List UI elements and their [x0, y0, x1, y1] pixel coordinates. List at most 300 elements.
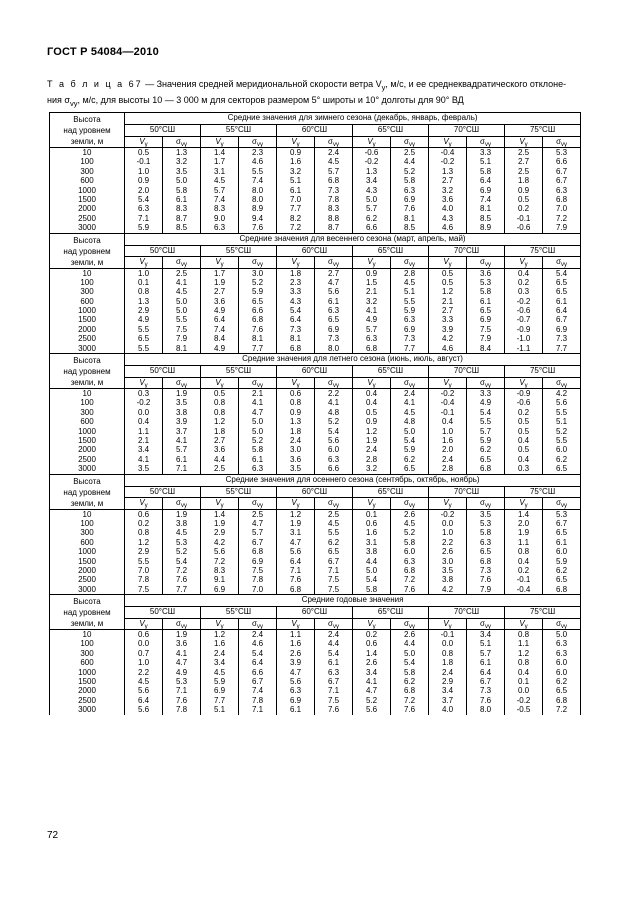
symbol-letter: σ [328, 377, 333, 387]
value-cell: 2.9 [201, 528, 239, 537]
height-cell: 10 [50, 389, 125, 399]
value-cell: 5.6 [315, 287, 353, 296]
symbol-subscript: vy [408, 382, 415, 389]
value-cell: 6.5 [543, 287, 581, 296]
latitude-header: 50°СШ [125, 366, 201, 377]
symbol-subscript: y [372, 382, 376, 389]
section-title-row [50, 474, 581, 486]
symbol-letter: σ [480, 377, 485, 387]
value-cell: 6.2 [391, 677, 429, 686]
symbol-header-row [50, 377, 581, 388]
value-cell: 0.0 [125, 639, 163, 648]
value-cell: 7.2 [543, 214, 581, 223]
symbol-subscript: vy [256, 262, 263, 269]
value-cell: 3.5 [429, 566, 467, 575]
value-cell: 8.5 [163, 223, 201, 233]
value-cell: 5.7 [353, 325, 391, 334]
value-cell: 0.6 [353, 519, 391, 528]
value-cell: 8.3 [201, 204, 239, 213]
value-cell: 5.6 [543, 398, 581, 407]
value-cell: 7.2 [391, 696, 429, 705]
height-cell: 100 [50, 278, 125, 287]
value-cell: 6.0 [543, 547, 581, 556]
value-cell: 0.4 [505, 557, 543, 566]
value-cell: 1.8 [429, 658, 467, 667]
value-cell: 4.1 [125, 455, 163, 464]
value-cell: 7.7 [391, 344, 429, 354]
value-cell: 6.2 [467, 445, 505, 454]
symbol-subscript: vy [408, 141, 415, 148]
value-cell: 6.5 [543, 278, 581, 287]
std-dev-symbol [467, 377, 505, 388]
symbol-letter: σ [556, 257, 562, 267]
value-cell: 2.2 [125, 668, 163, 677]
table-row [50, 204, 581, 213]
value-cell: 6.9 [467, 186, 505, 195]
value-cell: 7.8 [125, 575, 163, 584]
value-cell: 5.9 [391, 445, 429, 454]
height-cell: 3000 [50, 705, 125, 714]
symbol-subscript: y [144, 141, 148, 148]
value-cell: 7.3 [315, 334, 353, 343]
mean-speed-symbol [429, 136, 467, 147]
value-cell: 7.5 [315, 575, 353, 584]
value-cell: 0.3 [505, 287, 543, 296]
value-cell: 6.6 [353, 223, 391, 233]
symbol-letter: V [215, 618, 221, 628]
value-cell: 3.1 [353, 538, 391, 547]
symbol-subscript: vy [484, 141, 491, 148]
std-dev-symbol [315, 377, 353, 388]
value-cell: 2.2 [429, 538, 467, 547]
value-cell: 7.1 [315, 686, 353, 695]
value-cell: 4.4 [391, 639, 429, 648]
value-cell: 6.2 [353, 214, 391, 223]
value-cell: 5.2 [163, 547, 201, 556]
value-cell: 0.6 [353, 639, 391, 648]
table-row [50, 445, 581, 454]
value-cell: 5.8 [239, 445, 277, 454]
value-cell: 1.2 [201, 630, 239, 640]
value-cell: 0.2 [505, 278, 543, 287]
value-cell: 0.3 [125, 389, 163, 399]
value-cell: 5.3 [467, 519, 505, 528]
value-cell: 7.5 [315, 696, 353, 705]
value-cell: 1.9 [201, 278, 239, 287]
symbol-letter: V [139, 257, 145, 267]
value-cell: 2.7 [201, 287, 239, 296]
value-cell: 5.0 [543, 630, 581, 640]
value-cell: 5.7 [163, 445, 201, 454]
height-cell: 600 [50, 658, 125, 667]
value-cell: 3.5 [467, 509, 505, 519]
symbol-letter: σ [176, 257, 181, 267]
value-cell: 2.4 [277, 436, 315, 445]
std-dev-symbol [163, 618, 201, 629]
value-cell: 5.1 [277, 176, 315, 185]
latitude-header-row [50, 607, 581, 618]
height-cell: 100 [50, 398, 125, 407]
value-cell: 3.4 [429, 686, 467, 695]
height-cell: 1000 [50, 427, 125, 436]
value-cell: 0.0 [125, 408, 163, 417]
height-cell: 2000 [50, 325, 125, 334]
table-row [50, 455, 581, 464]
mean-speed-symbol [125, 618, 163, 629]
value-cell: 5.4 [391, 658, 429, 667]
value-cell: 7.3 [315, 186, 353, 195]
value-cell: 7.0 [239, 585, 277, 595]
symbol-subscript: vy [332, 623, 339, 630]
symbol-letter: σ [404, 377, 409, 387]
value-cell: 6.8 [277, 344, 315, 354]
height-column-header: Высота над уровнем земли, м [50, 595, 125, 630]
symbol-subscript: vy [256, 503, 263, 510]
value-cell: 6.5 [239, 297, 277, 306]
symbol-letter: σ [480, 136, 485, 146]
mean-speed-symbol [125, 136, 163, 147]
latitude-header: 60°СШ [277, 245, 353, 256]
section-title: Средние годовые значения [125, 595, 581, 607]
std-dev-symbol [391, 618, 429, 629]
std-dev-symbol [315, 618, 353, 629]
value-cell: 7.9 [467, 334, 505, 343]
table-row [50, 668, 581, 677]
value-cell: 6.3 [467, 538, 505, 547]
document-header: ГОСТ Р 54084—2010 [47, 46, 159, 58]
value-cell: 5.8 [163, 186, 201, 195]
table-row [50, 705, 581, 714]
value-cell: 1.4 [353, 649, 391, 658]
symbol-letter: V [291, 257, 297, 267]
value-cell: -1.0 [505, 334, 543, 343]
value-cell: 0.4 [505, 436, 543, 445]
value-cell: 7.6 [163, 575, 201, 584]
value-cell: 7.8 [315, 195, 353, 204]
std-dev-symbol [315, 136, 353, 147]
value-cell: 2.2 [315, 389, 353, 399]
value-cell: 0.2 [505, 204, 543, 213]
value-cell: 8.3 [201, 566, 239, 575]
height-cell: 3000 [50, 464, 125, 474]
table-row [50, 677, 581, 686]
value-cell: 6.4 [543, 306, 581, 315]
value-cell: 1.3 [277, 417, 315, 426]
symbol-subscript: y [296, 262, 300, 269]
value-cell: 5.0 [163, 306, 201, 315]
value-cell: 1.2 [353, 427, 391, 436]
height-cell: 3000 [50, 223, 125, 233]
symbol-header-row [50, 257, 581, 268]
symbol-subscript: y [296, 503, 300, 510]
symbol-header-row [50, 498, 581, 509]
value-cell: 4.2 [543, 389, 581, 399]
value-cell: 6.2 [315, 538, 353, 547]
symbol-subscript: y [144, 262, 148, 269]
symbol-subscript: vy [561, 262, 568, 269]
value-cell: 6.0 [391, 547, 429, 556]
symbol-letter: V [443, 618, 449, 628]
value-cell: 6.3 [543, 639, 581, 648]
value-cell: 4.9 [353, 315, 391, 324]
symbol-subscript: vy [561, 623, 568, 630]
value-cell: 4.6 [429, 223, 467, 233]
value-cell: 0.4 [429, 417, 467, 426]
value-cell: 0.0 [429, 639, 467, 648]
value-cell: 3.6 [201, 297, 239, 306]
value-cell: 6.3 [239, 464, 277, 474]
value-cell: 4.3 [277, 297, 315, 306]
value-cell: 7.9 [163, 334, 201, 343]
value-cell: 2.0 [429, 445, 467, 454]
value-cell: 3.8 [163, 408, 201, 417]
symbol-letter: V [215, 377, 221, 387]
value-cell: -0.1 [125, 157, 163, 166]
value-cell: 8.1 [277, 334, 315, 343]
value-cell: 7.5 [125, 585, 163, 595]
value-cell: 6.8 [467, 557, 505, 566]
value-cell: 6.9 [201, 585, 239, 595]
value-cell: 8.7 [315, 223, 353, 233]
value-cell: 5.5 [467, 417, 505, 426]
value-cell: 2.9 [429, 677, 467, 686]
value-cell: 8.2 [277, 214, 315, 223]
height-column-header: Высота над уровнем земли, м [50, 354, 125, 389]
value-cell: 4.9 [201, 344, 239, 354]
value-cell: 7.3 [391, 334, 429, 343]
value-cell: 5.0 [239, 427, 277, 436]
value-cell: 1.9 [163, 630, 201, 640]
mean-speed-symbol [201, 257, 239, 268]
section-title-row [50, 354, 581, 366]
caption-subscript: y [381, 82, 386, 92]
height-cell: 600 [50, 417, 125, 426]
value-cell: 0.8 [505, 658, 543, 667]
value-cell: -0.4 [505, 585, 543, 595]
value-cell: 7.2 [277, 223, 315, 233]
value-cell: 1.4 [201, 148, 239, 158]
value-cell: 1.6 [201, 639, 239, 648]
value-cell: 6.5 [543, 464, 581, 474]
symbol-letter: V [291, 136, 297, 146]
value-cell: 2.4 [353, 445, 391, 454]
caption-text-part: , м/с, и ее среднеквадратического отклоне- [385, 79, 567, 89]
symbol-letter: V [443, 136, 449, 146]
value-cell: 6.7 [467, 677, 505, 686]
value-cell: 3.6 [163, 639, 201, 648]
table-row [50, 630, 581, 640]
latitude-header: 60°СШ [277, 366, 353, 377]
value-cell: 5.7 [201, 186, 239, 195]
value-cell: 3.3 [467, 389, 505, 399]
symbol-subscript: vy [256, 141, 263, 148]
value-cell: 2.4 [239, 630, 277, 640]
value-cell: -0.9 [505, 389, 543, 399]
value-cell: 1.1 [505, 538, 543, 547]
symbol-subscript: y [296, 141, 300, 148]
value-cell: 6.1 [543, 297, 581, 306]
value-cell: 0.6 [125, 630, 163, 640]
value-cell: 7.4 [239, 686, 277, 695]
value-cell: -0.7 [505, 315, 543, 324]
value-cell: 6.9 [277, 696, 315, 705]
value-cell: 5.2 [239, 278, 277, 287]
value-cell: 6.6 [543, 157, 581, 166]
latitude-header: 65°СШ [353, 607, 429, 618]
value-cell: 3.8 [429, 575, 467, 584]
value-cell: 7.8 [239, 575, 277, 584]
symbol-letter: V [519, 498, 525, 508]
value-cell: 2.4 [429, 455, 467, 464]
std-dev-symbol [315, 498, 353, 509]
value-cell: 4.1 [353, 677, 391, 686]
value-cell: 5.7 [239, 528, 277, 537]
value-cell: 3.2 [353, 464, 391, 474]
value-cell: 2.7 [505, 157, 543, 166]
symbol-subscript: y [448, 141, 452, 148]
value-cell: 4.8 [391, 417, 429, 426]
latitude-header: 55°СШ [201, 245, 277, 256]
value-cell: 6.3 [391, 315, 429, 324]
mean-speed-symbol [429, 257, 467, 268]
value-cell: 2.7 [429, 306, 467, 315]
value-cell: 2.6 [391, 630, 429, 640]
symbol-subscript: vy [332, 382, 339, 389]
symbol-letter: σ [404, 618, 409, 628]
value-cell: 3.8 [163, 519, 201, 528]
symbol-letter: V [215, 136, 221, 146]
value-cell: 4.4 [315, 639, 353, 648]
mean-speed-symbol [125, 257, 163, 268]
value-cell: 3.0 [277, 445, 315, 454]
latitude-header: 70°СШ [429, 366, 505, 377]
symbol-letter: σ [328, 498, 333, 508]
symbol-subscript: vy [484, 503, 491, 510]
value-cell: 7.5 [315, 585, 353, 595]
value-cell: 1.3 [125, 297, 163, 306]
symbol-subscript: vy [180, 262, 187, 269]
value-cell: 6.5 [543, 528, 581, 537]
value-cell: 6.6 [239, 668, 277, 677]
height-cell: 2000 [50, 445, 125, 454]
value-cell: 0.1 [505, 677, 543, 686]
value-cell: 7.8 [163, 705, 201, 714]
mean-speed-symbol [505, 377, 543, 388]
value-cell: 4.0 [429, 204, 467, 213]
value-cell: 2.0 [505, 519, 543, 528]
symbol-subscript: vy [561, 503, 568, 510]
value-cell: 6.2 [543, 677, 581, 686]
table-row [50, 195, 581, 204]
value-cell: 2.5 [391, 148, 429, 158]
value-cell: 6.1 [163, 195, 201, 204]
value-cell: 6.3 [125, 204, 163, 213]
value-cell: 7.1 [125, 214, 163, 223]
value-cell: 6.5 [315, 547, 353, 556]
symbol-subscript: y [448, 623, 452, 630]
mean-speed-symbol [125, 498, 163, 509]
latitude-header-row [50, 125, 581, 136]
value-cell: 3.0 [429, 557, 467, 566]
value-cell: 4.4 [353, 557, 391, 566]
value-cell: 7.1 [163, 464, 201, 474]
latitude-header: 65°СШ [353, 125, 429, 136]
value-cell: 6.5 [315, 315, 353, 324]
symbol-letter: σ [556, 498, 562, 508]
value-cell: 7.1 [239, 705, 277, 714]
value-cell: 0.4 [505, 668, 543, 677]
symbol-subscript: vy [332, 262, 339, 269]
symbol-subscript: y [448, 382, 452, 389]
value-cell: 7.5 [239, 566, 277, 575]
value-cell: 6.5 [391, 464, 429, 474]
value-cell: 7.2 [201, 557, 239, 566]
latitude-header: 70°СШ [429, 607, 505, 618]
symbol-letter: σ [328, 136, 333, 146]
value-cell: 6.4 [201, 315, 239, 324]
symbol-subscript: y [220, 141, 224, 148]
value-cell: 6.8 [391, 686, 429, 695]
value-cell: 1.5 [353, 278, 391, 287]
symbol-subscript: vy [561, 141, 568, 148]
value-cell: 6.9 [239, 557, 277, 566]
caption-text-part: ния σ [47, 94, 70, 105]
value-cell: 7.8 [239, 696, 277, 705]
height-cell: 10 [50, 509, 125, 519]
value-cell: 4.7 [239, 408, 277, 417]
std-dev-symbol [239, 498, 277, 509]
symbol-letter: V [443, 257, 449, 267]
value-cell: 6.2 [543, 566, 581, 575]
value-cell: 0.2 [505, 408, 543, 417]
value-cell: 3.4 [201, 658, 239, 667]
latitude-header: 55°СШ [201, 366, 277, 377]
value-cell: 0.6 [125, 509, 163, 519]
value-cell: 8.8 [315, 214, 353, 223]
height-cell: 100 [50, 639, 125, 648]
table-row [50, 398, 581, 407]
value-cell: 6.5 [467, 306, 505, 315]
value-cell: 0.5 [505, 445, 543, 454]
value-cell: 4.4 [201, 455, 239, 464]
value-cell: 3.3 [429, 315, 467, 324]
value-cell: 6.9 [467, 315, 505, 324]
value-cell: 0.5 [353, 408, 391, 417]
value-cell: 7.7 [277, 204, 315, 213]
value-cell: 3.6 [277, 455, 315, 464]
value-cell: 2.1 [353, 287, 391, 296]
std-dev-symbol [239, 257, 277, 268]
symbol-letter: V [139, 498, 145, 508]
value-cell: 6.7 [543, 519, 581, 528]
value-cell: 0.5 [505, 427, 543, 436]
symbol-subscript: vy [561, 382, 568, 389]
value-cell: 2.0 [125, 186, 163, 195]
value-cell: 4.1 [163, 278, 201, 287]
value-cell: 1.0 [429, 528, 467, 537]
latitude-header: 60°СШ [277, 125, 353, 136]
symbol-letter: σ [252, 136, 257, 146]
value-cell: 4.7 [353, 686, 391, 695]
value-cell: 7.6 [391, 705, 429, 714]
value-cell: 3.7 [163, 427, 201, 436]
value-cell: 1.4 [505, 509, 543, 519]
mean-speed-symbol [353, 257, 391, 268]
value-cell: 5.0 [391, 427, 429, 436]
value-cell: 4.0 [429, 705, 467, 714]
table-row [50, 528, 581, 537]
value-cell: 1.3 [429, 167, 467, 176]
